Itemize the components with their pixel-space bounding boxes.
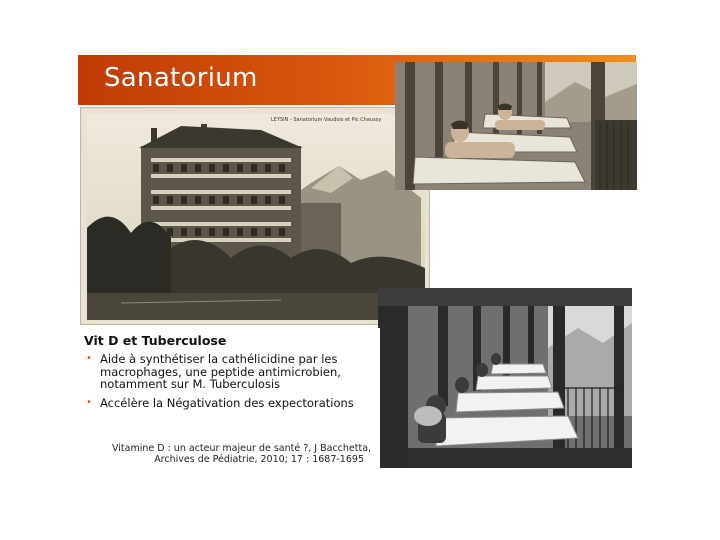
gallery-patients-illustration xyxy=(378,288,632,468)
balcony-children-illustration xyxy=(395,62,637,190)
bullet-item xyxy=(84,397,374,410)
postcard-caption: LEYSIN - Sanatorium Vaudois et Pic Chaussy xyxy=(271,117,382,123)
slide-title: Sanatorium xyxy=(104,63,258,93)
section-heading: Vit D et Tuberculose xyxy=(84,333,227,348)
bullet-item xyxy=(84,353,374,391)
citation xyxy=(112,443,372,465)
bullet-text: Aide à synthétiser la cathélicidine par les macrophages, une peptide antimicrobien, notamment sur M. Tuberculosis xyxy=(100,352,341,391)
bullet-dot-icon: • xyxy=(86,397,92,408)
citation-line: Vitamine D : un acteur majeur de santé ?, J Bacchetta, xyxy=(112,443,372,454)
bullet-dot-icon: • xyxy=(86,353,92,364)
bullet-text: Accélère la Négativation des expectorations xyxy=(100,396,354,410)
balcony-children-photo xyxy=(395,62,637,190)
citation-line: Archives de Pédiatrie, 2010; 17 : 1687-1695 xyxy=(154,454,364,465)
gallery-patients-photo xyxy=(378,288,632,468)
